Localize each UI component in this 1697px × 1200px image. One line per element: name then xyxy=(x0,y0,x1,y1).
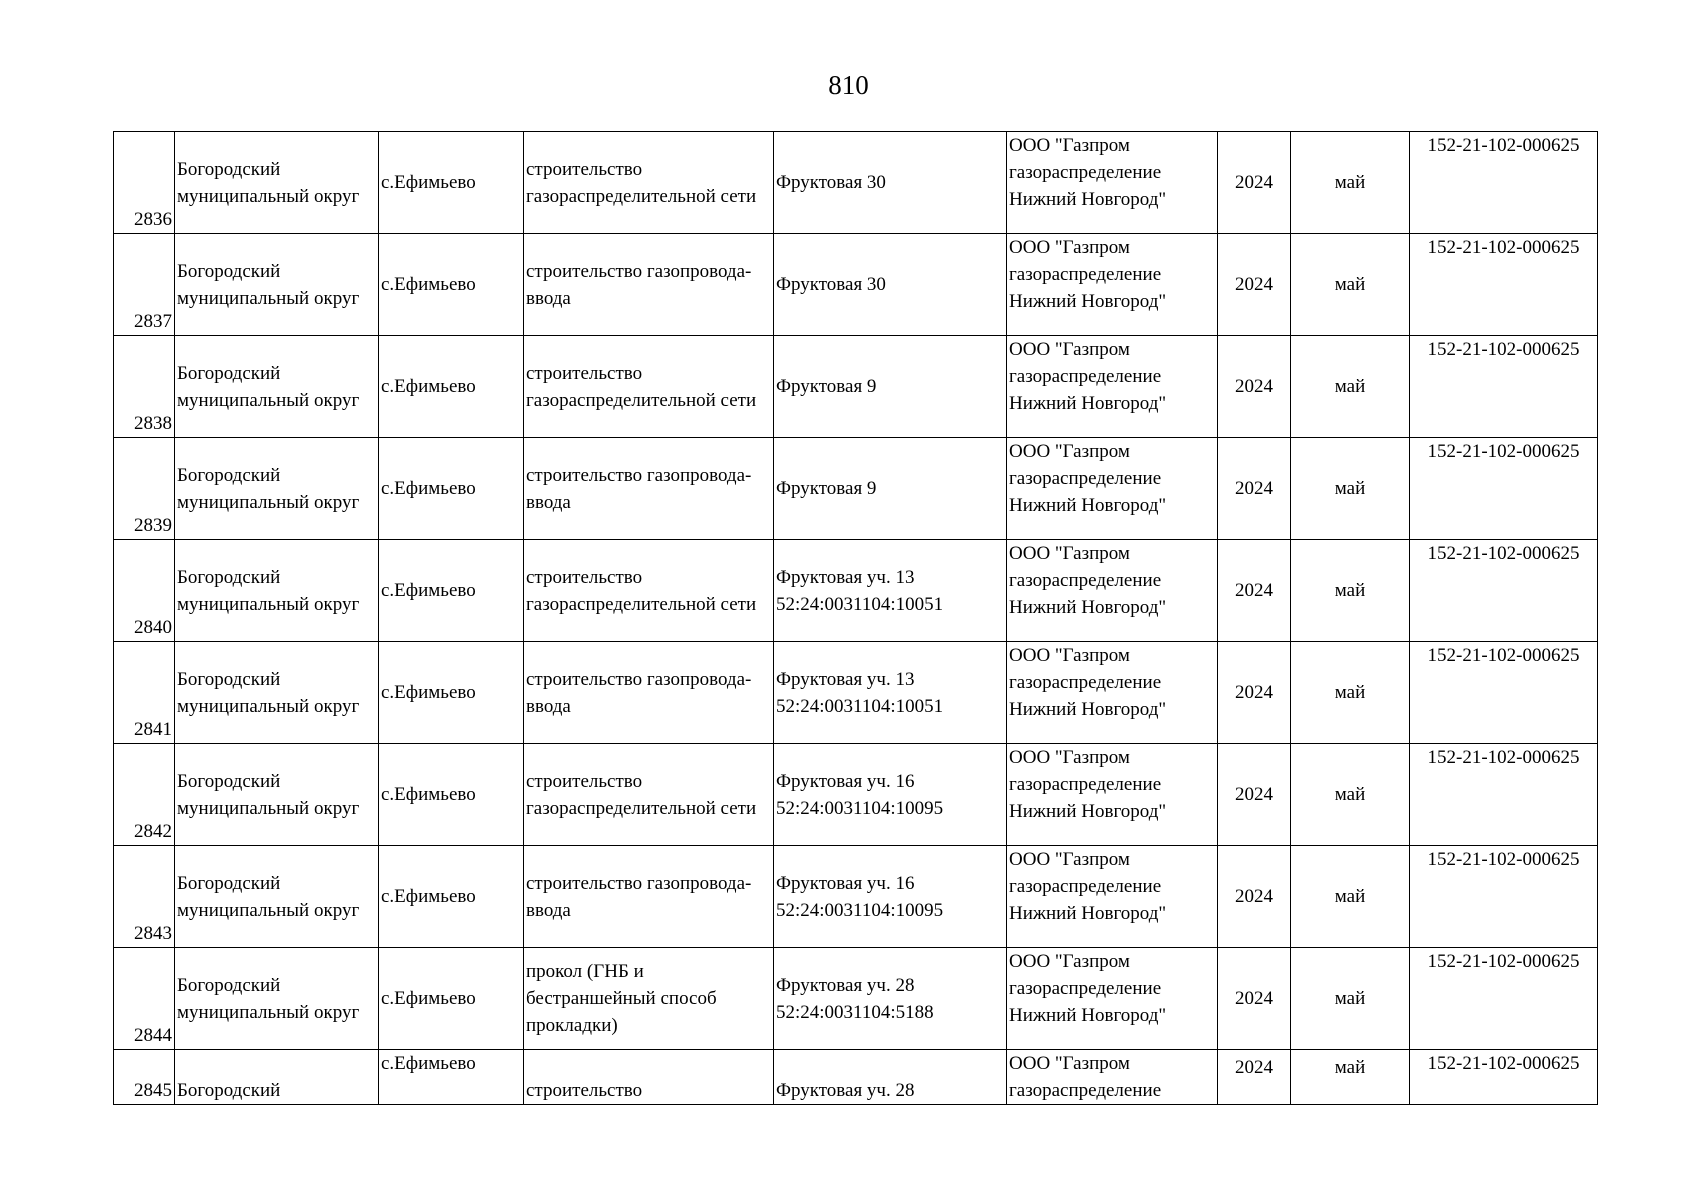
organization-cell-line: Нижний Новгород" xyxy=(1009,189,1167,210)
table-row xyxy=(114,438,1598,540)
village-cell: с.Ефимьево xyxy=(379,540,524,642)
address-cell xyxy=(774,234,1007,336)
organization-cell-line: ООО "Газпром xyxy=(1009,849,1130,870)
address-cell-line: Фруктовая уч. 28 xyxy=(776,1080,915,1101)
organization-cell-line: Нижний Новгород" xyxy=(1009,393,1167,414)
year-cell: 2024 xyxy=(1218,234,1291,336)
village-cell: с.Ефимьево xyxy=(379,642,524,744)
organization-cell xyxy=(1007,846,1218,948)
work-type-cell-line: газораспределительной сети xyxy=(526,797,757,819)
district-cell-line: Богородский xyxy=(177,158,281,180)
address-cell-line: Фруктовая 30 xyxy=(776,274,886,295)
district-cell xyxy=(175,438,379,540)
row-number-cell: 2838 xyxy=(114,336,175,438)
organization-cell-line: Нижний Новгород" xyxy=(1009,903,1167,924)
district-cell xyxy=(175,948,379,1050)
organization-cell-line: ООО "Газпром xyxy=(1009,645,1130,666)
district-cell-line: муниципальный округ xyxy=(177,797,360,819)
district-cell xyxy=(175,234,379,336)
district-cell-line: муниципальный округ xyxy=(177,389,360,411)
registry-code-cell: 152-21-102-000625 xyxy=(1410,846,1598,948)
year-cell: 2024 xyxy=(1218,642,1291,744)
district-cell-line: муниципальный округ xyxy=(177,695,360,717)
year-cell: 2024 xyxy=(1218,540,1291,642)
work-type-cell-line: бестраншейный способ xyxy=(526,988,717,1009)
district-cell xyxy=(175,336,379,438)
organization-cell-line: ООО "Газпром xyxy=(1009,1053,1130,1074)
district-cell xyxy=(175,744,379,846)
organization-cell-line: газораспределение xyxy=(1009,162,1162,183)
organization-cell-line: ООО "Газпром xyxy=(1009,441,1130,462)
address-cell xyxy=(774,846,1007,948)
address-cell-line: 52:24:0031104:10051 xyxy=(776,695,944,717)
organization-cell-line: ООО "Газпром xyxy=(1009,951,1130,972)
district-cell xyxy=(175,642,379,744)
village-cell: с.Ефимьево xyxy=(379,438,524,540)
row-number-cell: 2836 xyxy=(114,132,175,234)
work-type-cell xyxy=(524,234,774,336)
organization-cell-line: газораспределение xyxy=(1009,570,1162,591)
organization-cell-line: газораспределение xyxy=(1009,672,1162,693)
organization-cell-line: газораспределение xyxy=(1009,978,1162,999)
month-cell: май xyxy=(1291,336,1410,438)
address-cell-line: Фруктовая уч. 13 xyxy=(776,566,915,588)
organization-cell-line: ООО "Газпром xyxy=(1009,543,1130,564)
organization-cell-line: газораспределение xyxy=(1009,774,1162,795)
district-cell-line: Богородский xyxy=(177,668,281,690)
address-cell xyxy=(774,132,1007,234)
address-cell-line: Фруктовая уч. 28 xyxy=(776,974,915,996)
organization-cell xyxy=(1007,132,1218,234)
organization-cell xyxy=(1007,948,1218,1050)
district-cell-line: Богородский xyxy=(177,566,281,588)
registry-code-cell: 152-21-102-000625 xyxy=(1410,540,1598,642)
address-cell-line: 52:24:0031104:10095 xyxy=(776,797,944,819)
address-cell-line: Фруктовая уч. 16 xyxy=(776,770,915,792)
district-cell xyxy=(175,540,379,642)
district-cell-line: Богородский xyxy=(177,770,281,792)
table-row xyxy=(114,336,1598,438)
registry-code-cell: 152-21-102-000625 xyxy=(1410,132,1598,234)
row-number-cell: 2839 xyxy=(114,438,175,540)
work-type-cell xyxy=(524,744,774,846)
work-type-cell-line: прокладки) xyxy=(526,1015,618,1036)
month-cell: май xyxy=(1291,540,1410,642)
address-cell-line: Фруктовая 9 xyxy=(776,478,877,499)
month-cell: май xyxy=(1291,438,1410,540)
work-type-cell-line: ввода xyxy=(526,899,571,921)
address-cell xyxy=(774,744,1007,846)
address-cell-line: 52:24:0031104:10051 xyxy=(776,593,944,615)
row-number-cell: 2841 xyxy=(114,642,175,744)
table-row xyxy=(114,540,1598,642)
work-type-cell-line: ввода xyxy=(526,287,571,309)
organization-cell-line: газораспределение xyxy=(1009,264,1162,285)
address-cell xyxy=(774,438,1007,540)
work-type-cell-line: прокол (ГНБ и xyxy=(526,961,644,982)
organization-cell xyxy=(1007,744,1218,846)
district-cell-line: муниципальный округ xyxy=(177,491,360,513)
organization-cell-line: ООО "Газпром xyxy=(1009,237,1130,258)
district-cell xyxy=(175,846,379,948)
organization-cell-line: ООО "Газпром xyxy=(1009,135,1130,156)
work-type-cell-line: газораспределительной сети xyxy=(526,593,757,615)
table-row xyxy=(114,846,1598,948)
year-cell: 2024 xyxy=(1218,1050,1291,1105)
district-cell-line: Богородский xyxy=(177,974,281,996)
year-cell: 2024 xyxy=(1218,744,1291,846)
address-cell-line: 52:24:0031104:5188 xyxy=(776,1001,934,1023)
district-cell-line: Богородский xyxy=(177,464,281,486)
month-cell: май xyxy=(1291,132,1410,234)
registry-table xyxy=(113,131,1598,1105)
district-cell-line: муниципальный округ xyxy=(177,1001,360,1023)
work-type-cell-line: ввода xyxy=(526,491,571,513)
organization-cell-line: Нижний Новгород" xyxy=(1009,597,1167,618)
row-number-cell: 2840 xyxy=(114,540,175,642)
district-cell-line: Богородский xyxy=(177,1080,281,1101)
table-row xyxy=(114,132,1598,234)
work-type-cell-line: строительство газопровода- xyxy=(526,464,752,486)
organization-cell-line: Нижний Новгород" xyxy=(1009,699,1167,720)
work-type-cell-line: газораспределительной сети xyxy=(526,389,757,411)
row-number-cell: 2844 xyxy=(114,948,175,1050)
address-cell xyxy=(774,540,1007,642)
month-cell: май xyxy=(1291,948,1410,1050)
address-cell-line: Фруктовая уч. 13 xyxy=(776,668,915,690)
work-type-cell xyxy=(524,1050,774,1105)
organization-cell xyxy=(1007,336,1218,438)
registry-code-cell: 152-21-102-000625 xyxy=(1410,336,1598,438)
registry-code-cell: 152-21-102-000625 xyxy=(1410,744,1598,846)
work-type-cell-line: строительство газопровода- xyxy=(526,668,752,690)
village-cell: с.Ефимьево xyxy=(379,948,524,1050)
district-cell-line: муниципальный округ xyxy=(177,287,360,309)
district-cell-line: Богородский xyxy=(177,362,281,384)
registry-code-cell: 152-21-102-000625 xyxy=(1410,642,1598,744)
address-cell-line: Фруктовая 30 xyxy=(776,172,886,193)
page-number: 810 xyxy=(828,70,869,100)
row-number-cell: 2842 xyxy=(114,744,175,846)
district-cell xyxy=(175,1050,379,1105)
work-type-cell-line: строительство газопровода- xyxy=(526,872,752,894)
row-number-cell: 2845 xyxy=(114,1050,175,1105)
work-type-cell-line: строительство газопровода- xyxy=(526,260,752,282)
work-type-cell-line: строительство xyxy=(526,362,643,384)
table-row xyxy=(114,234,1598,336)
village-cell: с.Ефимьево xyxy=(379,846,524,948)
month-cell: май xyxy=(1291,234,1410,336)
month-cell: май xyxy=(1291,846,1410,948)
work-type-cell-line: строительство xyxy=(526,1080,643,1101)
work-type-cell xyxy=(524,540,774,642)
address-cell xyxy=(774,642,1007,744)
village-cell: с.Ефимьево xyxy=(379,234,524,336)
district-cell-line: муниципальный округ xyxy=(177,185,360,207)
address-cell xyxy=(774,948,1007,1050)
organization-cell-line: Нижний Новгород" xyxy=(1009,801,1167,822)
work-type-cell-line: газораспределительной сети xyxy=(526,185,757,207)
village-cell: с.Ефимьево xyxy=(379,1050,524,1105)
organization-cell xyxy=(1007,1050,1218,1105)
district-cell-line: муниципальный округ xyxy=(177,593,360,615)
organization-cell xyxy=(1007,234,1218,336)
organization-cell-line: газораспределение xyxy=(1009,876,1162,897)
registry-code-cell: 152-21-102-000625 xyxy=(1410,1050,1598,1105)
address-cell-line: 52:24:0031104:10095 xyxy=(776,899,944,921)
address-cell xyxy=(774,1050,1007,1105)
table-row xyxy=(114,642,1598,744)
district-cell-line: Богородский xyxy=(177,260,281,282)
table-row xyxy=(114,948,1598,1050)
row-number-cell: 2837 xyxy=(114,234,175,336)
work-type-cell xyxy=(524,948,774,1050)
organization-cell-line: Нижний Новгород" xyxy=(1009,1005,1167,1026)
year-cell: 2024 xyxy=(1218,846,1291,948)
organization-cell-line: Нижний Новгород" xyxy=(1009,291,1167,312)
registry-table-body xyxy=(114,132,1598,1105)
work-type-cell-line: строительство xyxy=(526,566,643,588)
address-cell-line: Фруктовая 9 xyxy=(776,376,877,397)
month-cell: май xyxy=(1291,1050,1410,1105)
month-cell: май xyxy=(1291,642,1410,744)
table-row xyxy=(114,744,1598,846)
organization-cell-line: газораспределение xyxy=(1009,1080,1162,1101)
organization-cell-line: газораспределение xyxy=(1009,468,1162,489)
year-cell: 2024 xyxy=(1218,132,1291,234)
organization-cell-line: газораспределение xyxy=(1009,366,1162,387)
district-cell xyxy=(175,132,379,234)
organization-cell-line: Нижний Новгород" xyxy=(1009,495,1167,516)
work-type-cell-line: строительство xyxy=(526,158,643,180)
village-cell: с.Ефимьево xyxy=(379,744,524,846)
year-cell: 2024 xyxy=(1218,438,1291,540)
registry-code-cell: 152-21-102-000625 xyxy=(1410,438,1598,540)
work-type-cell xyxy=(524,132,774,234)
year-cell: 2024 xyxy=(1218,948,1291,1050)
organization-cell xyxy=(1007,540,1218,642)
registry-code-cell: 152-21-102-000625 xyxy=(1410,234,1598,336)
work-type-cell xyxy=(524,846,774,948)
organization-cell-line: ООО "Газпром xyxy=(1009,747,1130,768)
year-cell: 2024 xyxy=(1218,336,1291,438)
row-number-cell: 2843 xyxy=(114,846,175,948)
month-cell: май xyxy=(1291,744,1410,846)
organization-cell-line: ООО "Газпром xyxy=(1009,339,1130,360)
work-type-cell-line: ввода xyxy=(526,695,571,717)
address-cell xyxy=(774,336,1007,438)
work-type-cell xyxy=(524,438,774,540)
village-cell: с.Ефимьево xyxy=(379,132,524,234)
organization-cell xyxy=(1007,438,1218,540)
village-cell: с.Ефимьево xyxy=(379,336,524,438)
work-type-cell-line: строительство xyxy=(526,770,643,792)
organization-cell xyxy=(1007,642,1218,744)
registry-code-cell: 152-21-102-000625 xyxy=(1410,948,1598,1050)
work-type-cell xyxy=(524,642,774,744)
address-cell-line: Фруктовая уч. 16 xyxy=(776,872,915,894)
district-cell-line: муниципальный округ xyxy=(177,899,360,921)
table-row xyxy=(114,1050,1598,1105)
work-type-cell xyxy=(524,336,774,438)
district-cell-line: Богородский xyxy=(177,872,281,894)
